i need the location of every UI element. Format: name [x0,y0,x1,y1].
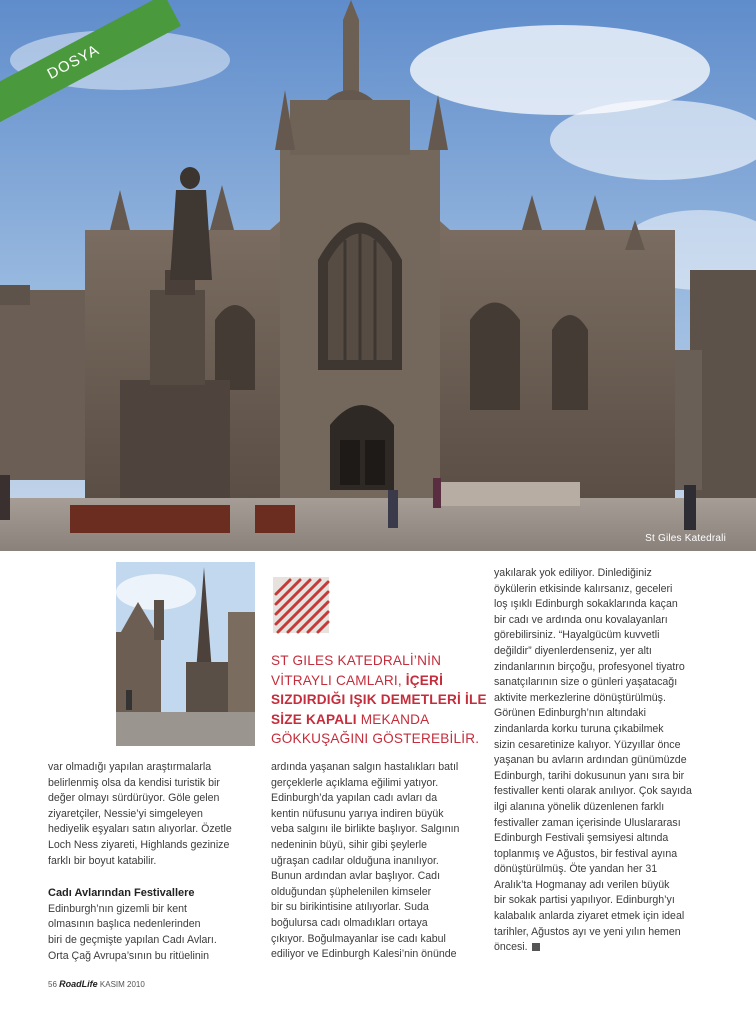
body-line: farklı bir boyut katabilir. [48,854,157,867]
photo-caption: St Giles Katedrali [645,533,726,544]
body-line: Edinburgh Festivali şemsiyesi altında [494,832,669,845]
body-line: değer olmayı sürdürüyor. Göle gelen [48,792,220,805]
body-line: festivaller kenti olarak anılıyor. Çok sayıda [494,785,692,798]
body-line: ilgi alanına yönelik düzenlenen farklı [494,800,665,813]
page-number: 56 [48,980,57,989]
street-illustration [116,562,255,746]
pull-quote-part1: ST GILES KATEDRALİ’NİN VİTRAYLI CAMLARI, [271,653,442,688]
body-line: çıkıyor. Boğulmayanlar ise cadı kabul [271,932,446,945]
body-line: değildir” diyenlerdenseniz, yer altı [494,644,652,657]
body-line: sanatçılarının size o günleri yaşatacağı [494,676,678,689]
body-line: Loch Ness ziyareti, Highlands gezinize [48,838,230,851]
article-column-3 [494,566,714,956]
body-line: görebilirsiniz. “Hayalgücüm kuvvetli [494,629,660,642]
body-line: olduğundan şüphelenilen kimseler [271,885,432,898]
article-column-1 [48,760,258,964]
body-line: loş ışıklı Edinburgh sokaklarında kaçan [494,598,678,611]
body-line: belirlenmiş olsa da kendisi turistik bir [48,776,220,789]
body-line: öykülerin etkisinde kalırsanız, geceleri [494,582,673,595]
body-line: ziyaretçiler, Nessie’yi simgeleyen [48,807,203,820]
body-line: aktivite merkezlerine dönüştürülmüş. [494,691,666,704]
body-line: Edinburgh, tarihi dokusunun yanı sıra bir [494,769,685,782]
pull-quote-emphasis: İÇERİ SIZDIRDIĞI IŞIK DEMETLERİ İLE SİZE KAPALI [271,672,487,727]
body-line: biri de geçmişte yapılan Cadı Avları. [48,933,217,946]
body-line: bir sokak partisi yapılıyor. Edinburgh’yı [494,894,675,907]
body-line: Aralık’ta Hogmanay adı verilen büyük [494,878,670,891]
body-line: yaşanan bu avların ardından günümüzde [494,754,687,767]
body-line: zindanlarının birçoğu, profesyonel tiyatro [494,660,685,673]
body-line: Görünen Edinburgh’nın altındaki [494,707,646,720]
body-line: ardında yaşanan salgın hastalıkları batıl [271,761,459,773]
body-line: festivaller zaman içerisinde Uluslararası [494,816,681,829]
magazine-brand: RoadLife [59,979,98,989]
body-line: kentin nüfusunu yarıya indiren büyük [271,807,444,820]
body-line: bir su birikintisine atılıyorlar. Suda [271,901,429,914]
body-line-last [494,940,714,956]
quote-scribble-icon [272,576,330,634]
body-line: uğraşan cadılar olduğuna inanılıyor. [271,854,439,867]
body-line: veba salgını ile birlikte başlıyor. Salgının [271,823,460,836]
body-line: Edinburgh’da yapılan cadı avları da [271,792,438,805]
body-line: Bunun ardından avlar başlıyor. Cadı [271,870,441,883]
body-line: toplanmış ve Ağustos, bir festival ayına [494,847,678,860]
pull-quote-part3: MEKANDA GÖKKUŞAĞINI GÖSTEREBİLİR. [271,711,480,746]
body-line: sizin cesaretinize kalıyor. Yüzyıllar önce [494,738,681,751]
street-photo [116,562,255,746]
body-line: kalabalık anlarda ziyaret etmek için ideal [494,910,685,923]
body-line: gerçeklerle açıklama eğilimi yatıyor. [271,776,439,789]
section-heading: Cadı Avlarından Festivallere [48,887,195,900]
body-line: nedeninin büyü, sihir gibi şeylerle [271,838,428,851]
body-line: olmasının başlıca nedenlerinden [48,918,201,931]
body-line: bir cadı ve ardında onu kovalayanları [494,613,668,626]
body-line: var olmadığı yapılan araştırmalarla [48,761,212,773]
body-line: Orta Çağ Avrupa’sının bu ritüelinin [48,949,209,962]
pull-quote [271,651,487,749]
section-tag: DOSYA [44,41,103,83]
body-line: zindanlarda korku turuna çıkabilmek [494,722,664,735]
end-mark-icon [532,943,540,951]
body-line: ediliyor ve Edinburgh Kalesi’nin önünde [271,948,457,961]
page-footer [48,979,145,989]
body-line: hediyelik eşyaları satın alıyorlar. Özetle [48,823,232,836]
issue-date: KASIM 2010 [99,980,145,989]
body-line: yakılarak yok ediliyor. Dinlediğiniz [494,567,652,579]
body-line: tarihler, Ağustos ayı ve yeni yılın hemen [494,925,681,938]
article-column-2 [271,760,486,963]
body-line-text: öncesi. [494,941,528,954]
body-line: dönüştürülmüş. Öte yandan her 31 [494,863,658,876]
body-line: Edinburgh’nın gizemli bir kent [48,902,187,915]
body-line: boğulursa cadı olmadıkları ortaya [271,916,428,929]
